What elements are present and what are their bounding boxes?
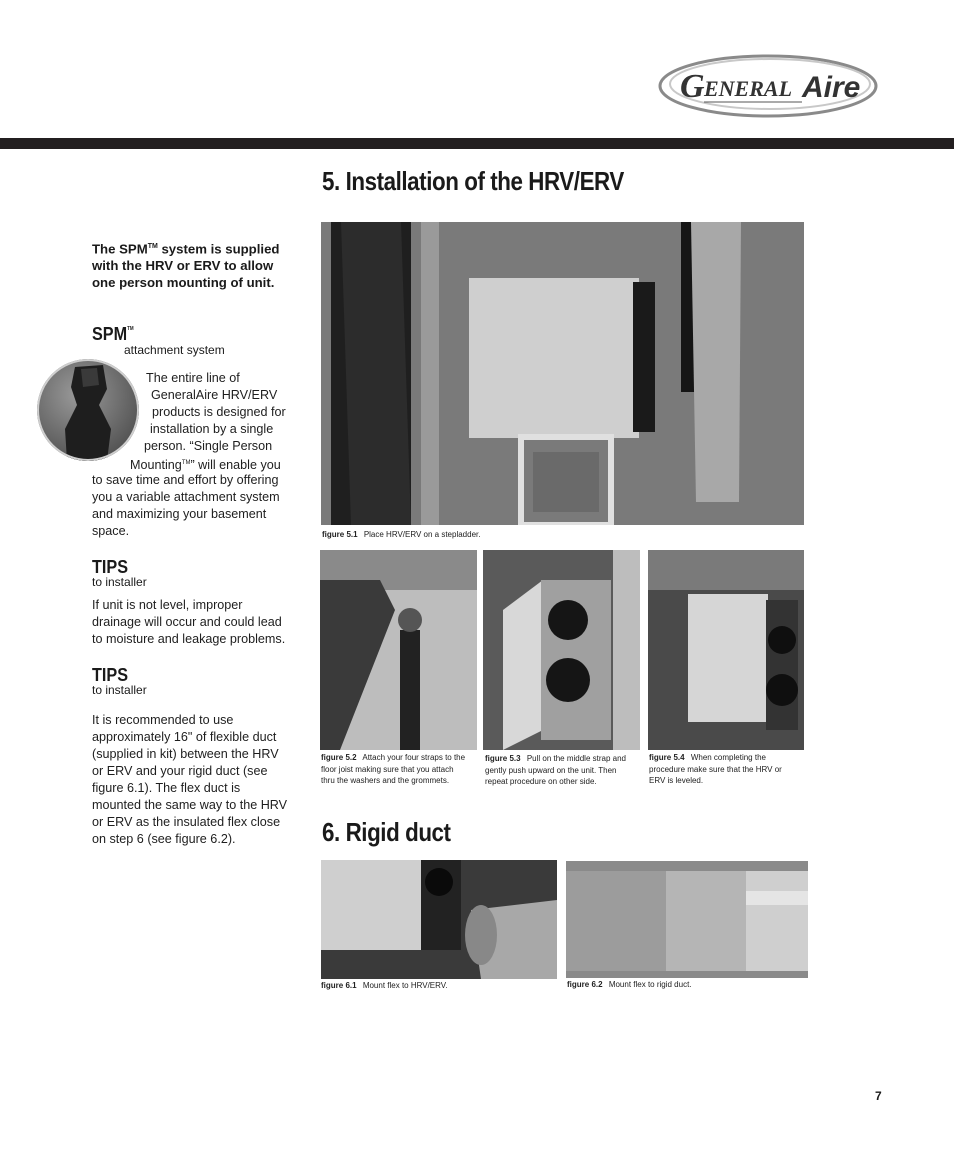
spm-heading <box>92 324 134 345</box>
tips-line: to moisture and leakage problems. <box>92 632 286 646</box>
figure-caption-line: floor joist making sure that you attach <box>321 764 454 774</box>
tips-subheading: to installer <box>92 683 147 697</box>
tm-mark: TM <box>147 243 158 250</box>
figure-5-4-caption <box>649 752 809 787</box>
figure-caption-line: procedure make sure that the HRV or <box>649 764 782 774</box>
svg-text:ENERAL: ENERAL <box>704 76 793 101</box>
page-number: 7 <box>875 1089 882 1103</box>
tips-line: mounted the same way to the HRV <box>92 798 288 812</box>
tips-line: figure 6.1). The flex duct is <box>92 781 241 795</box>
figure-5-1-photo <box>321 222 804 525</box>
spm-subheading: attachment system <box>124 343 225 357</box>
tips-line: on step 6 (see figure 6.2). <box>92 832 236 846</box>
figure-caption-line: Attach your four straps to the <box>362 753 466 762</box>
spm-line: installation by a single <box>150 422 274 436</box>
tm-mark: TM <box>181 460 191 466</box>
tips-line: or ERV and your rigid duct (see <box>92 764 268 778</box>
header-rule <box>0 138 954 149</box>
tm-mark: TM <box>127 326 134 332</box>
section-title-rigid-duct: 6. Rigid duct <box>322 817 451 847</box>
figure-caption-text: Mount flex to HRV/ERV. <box>362 981 448 990</box>
generalaire-logo <box>658 52 892 118</box>
figure-label: figure 5.1 <box>322 530 358 539</box>
figure-6-2-photo <box>566 861 808 978</box>
spm-heading-text: SPM <box>92 324 128 344</box>
spm-line: space. <box>92 524 130 538</box>
tips-line: drainage will occur and could lead <box>92 615 282 629</box>
figure-label: figure 6.2 <box>567 980 603 989</box>
spm-mounting-rest: ” will enable you <box>190 458 281 473</box>
tips-line: If unit is not level, improper <box>92 598 243 612</box>
tips-heading: TIPS <box>92 557 129 577</box>
figure-label: figure 5.4 <box>649 753 685 762</box>
figure-5-1-caption <box>322 529 480 541</box>
figure-caption-line: Pull on the middle strap and <box>526 754 626 763</box>
figure-5-3-caption <box>485 753 645 788</box>
figure-caption-text: Place HRV/ERV on a stepladder. <box>363 530 481 539</box>
tips-line: or ERV as the insulated flex close <box>92 815 281 829</box>
figure-label: figure 5.3 <box>485 754 521 763</box>
intro-line1: The SPM <box>92 241 148 257</box>
figure-label: figure 5.2 <box>321 753 357 762</box>
figure-caption-text: Mount flex to rigid duct. <box>608 980 692 989</box>
figure-caption-line: When completing the <box>690 753 766 762</box>
spm-line: and maximizing your basement <box>92 507 267 521</box>
figure-5-3-photo <box>483 550 640 750</box>
figure-caption-line: ERV is leveled. <box>649 776 704 785</box>
spm-mounting-text: Mounting <box>130 458 182 473</box>
tips-line: approximately 16" of flexible duct <box>92 730 277 744</box>
spm-line: The entire line of <box>146 371 240 385</box>
section-title-installation: 5. Installation of the HRV/ERV <box>322 166 624 196</box>
tips-subheading: to installer <box>92 575 147 589</box>
figure-caption-line: gently push upward on the unit. Then <box>485 765 617 775</box>
figure-label: figure 6.1 <box>321 981 357 990</box>
figure-6-2-caption <box>567 979 692 991</box>
svg-text:G: G <box>680 68 705 105</box>
figure-5-2-photo <box>320 550 477 750</box>
tips-line: (supplied in kit) between the HRV <box>92 747 279 761</box>
figure-caption-line: repeat procedure on other side. <box>485 777 597 786</box>
spm-line: person. “Single Person <box>144 439 273 453</box>
intro-line3: one person mounting of unit. <box>92 275 275 291</box>
tips-line: It is recommended to use <box>92 713 234 727</box>
figure-6-1-caption <box>321 980 448 992</box>
spm-photo <box>37 359 139 461</box>
figure-5-2-caption <box>321 752 481 787</box>
spm-line: products is designed for <box>152 405 286 419</box>
spm-line: to save time and effort by offering <box>92 473 279 487</box>
spm-line: GeneralAire HRV/ERV <box>151 388 278 402</box>
intro-statement <box>92 238 292 291</box>
intro-line1-rest: system is supplied <box>157 241 280 257</box>
spm-line: you a variable attachment system <box>92 490 280 504</box>
intro-line2: with the HRV or ERV to allow <box>92 258 274 274</box>
figure-6-1-photo <box>321 860 557 979</box>
figure-caption-line: thru the washers and the grommets. <box>321 776 450 785</box>
svg-text:Aire: Aire <box>802 71 861 104</box>
tips-heading: TIPS <box>92 665 129 685</box>
figure-5-4-photo <box>648 550 804 750</box>
